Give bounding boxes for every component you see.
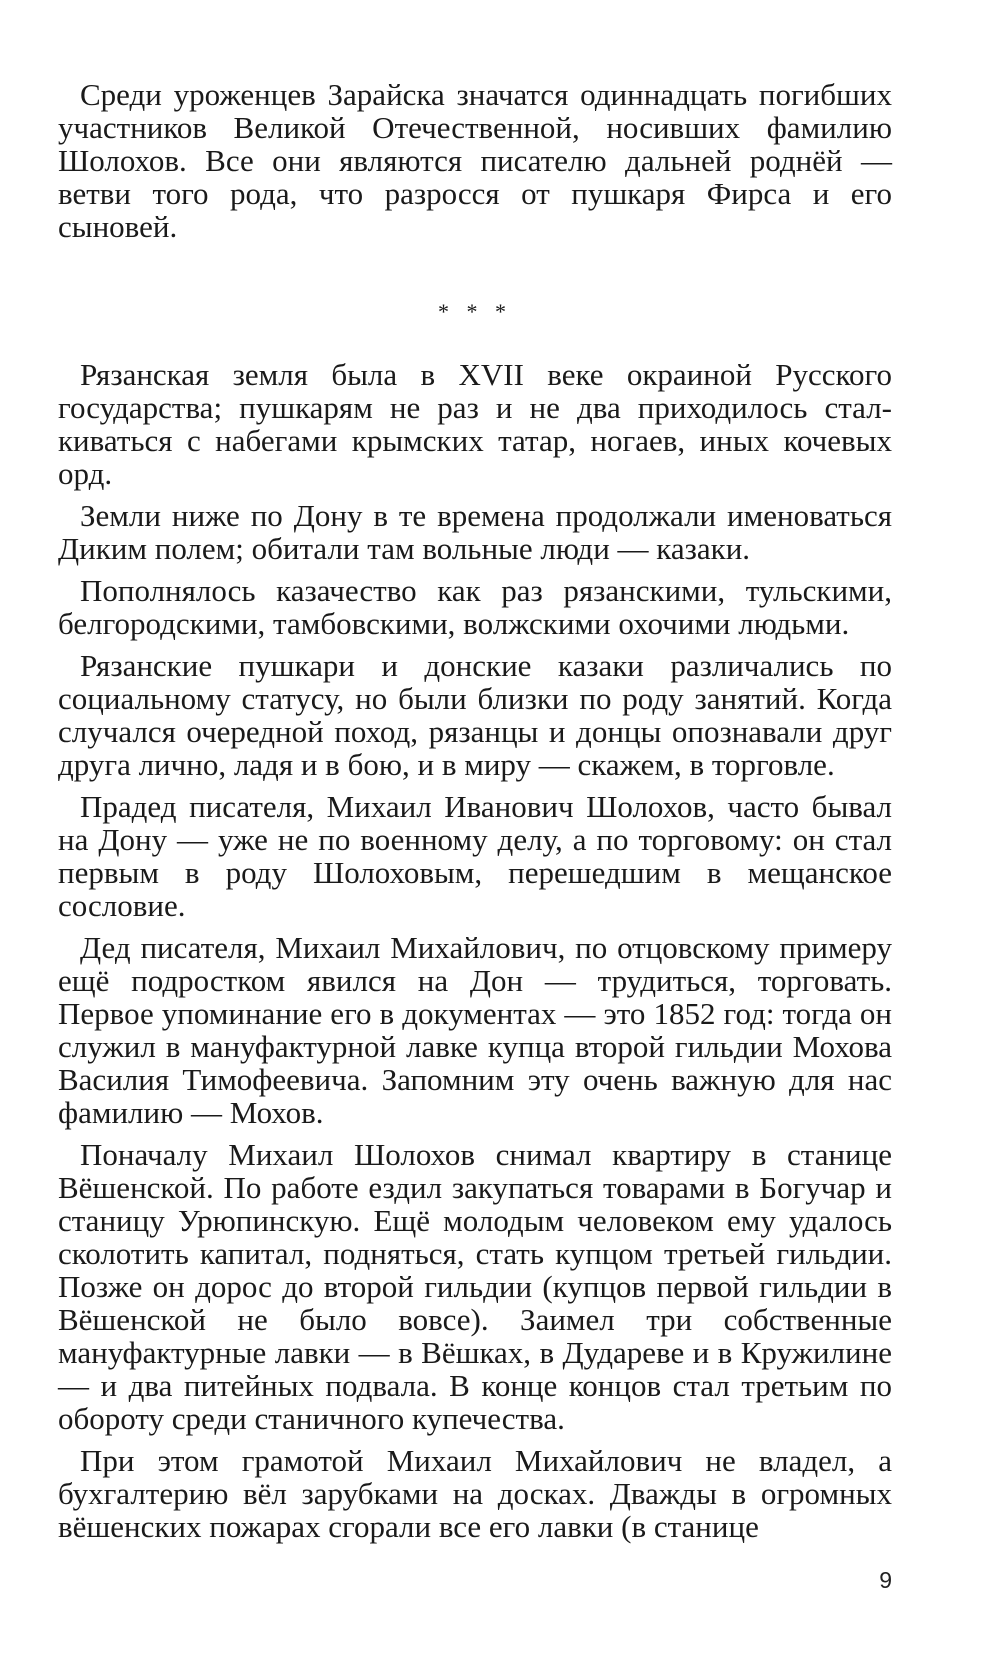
page-number: 9 bbox=[879, 1567, 892, 1593]
section-separator: * * * bbox=[438, 299, 512, 324]
page-text-block bbox=[58, 78, 892, 1543]
paragraph-gunners-cossacks: Рязанские пушкари и донские казаки различались по социальному статусу, но были близки по роду занятий. Когда случался очередной поход, рязанцы и донцы опознавали друг друга лично, ладя и в бою, и в миру — скажем, в торговле. bbox=[58, 648, 892, 782]
paragraph-literacy: При этом грамотой Михаил Михайлович не владел, а бухгалтерию вёл зарубками на досках. Дважды в огромных вёшенских пожарах сгорали все его лавки (в станице bbox=[58, 1443, 892, 1544]
paragraph-wild-field: Земли ниже по Дону в те времена продолжали именоваться Диким полем; обитали там вольные люди — казаки. bbox=[58, 498, 892, 566]
paragraph-intro: Среди уроженцев Зарайска значатся одиннадцать погибших участников Великой Отечественной, носивших фамилию Шолохов. Все они являются писателю дальней роднёй — ветви того рода, что разросся от пушкаря Фирса и его сыновей. bbox=[58, 77, 892, 244]
paragraph-ryazan-land: Рязанская земля была в XVII веке окраиной Русского государства; пушкарям не раз и не два приходилось сталкиваться с набегами крымских татар, ногаев, иных кочевых орд. bbox=[58, 357, 892, 491]
paragraph-grandfather: Дед писателя, Михаил Михайлович, по отцовскому примеру ещё подростком явился на Дон — трудиться, торговать. Первое упоминание его в документах — это 1852 год: тогда он служил в мануфактурной лавке купца второй гильдии Мохова Василия Тимофеевича. Запомним эту очень важную для нас фамилию — Мохов. bbox=[58, 930, 892, 1130]
paragraph-veshenskaya: Поначалу Михаил Шолохов снимал квартиру в станице Вёшенской. По работе ездил закупаться товарами в Богучар и станицу Урюпинскую. Ещё молодым человеком ему удалось сколотить капитал, подняться, стать купцом третьей гильдии. Позже он дорос до второй гильдии (купцов первой гильдии в Вёшенской не было вовсе). Заимел три собственные мануфактурные лавки — в Вёшках, в Дудареве и в Кружилине — и два питейных подвала. В конце концов стал третьим по обороту среди станичного купечества. bbox=[58, 1137, 892, 1436]
paragraph-cossacks: Пополнялось казачество как раз рязанскими, тульскими, белгородскими, тамбовскими, волжскими охочими людьми. bbox=[58, 573, 892, 641]
paragraph-great-grandfather: Прадед писателя, Михаил Иванович Шолохов, часто бывал на Дону — уже не по военному делу, а по торговому: он стал первым в роду Шолоховым, перешедшим в мещанское сословие. bbox=[58, 789, 892, 923]
